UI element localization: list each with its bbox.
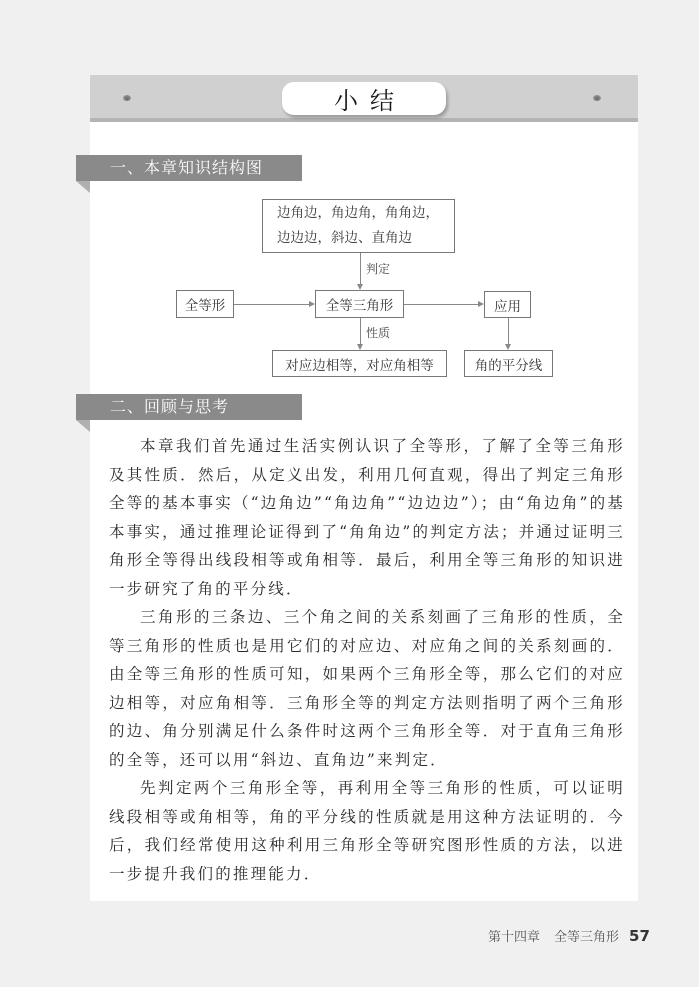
connector-line (508, 318, 509, 344)
paragraph: 三角形的三条边、三个角之间的关系刻画了三角形的性质，全等三角形的性质也是用它们的对应边、对应角之间的关系刻画的．由全等三角形的性质可知，如果两个三角形全等，那么它们的对应边相等，对应角相等．三角形全等的判定方法则指明了两个三角形的边、角分别满足什么条件时这两个三角形全等．对于直角三角形的全等，还可以用“斜边、直角边”来判定． (109, 608, 625, 769)
label-judge: 判定 (366, 262, 391, 276)
congruent-triangle-box: 全等三角形 (315, 290, 404, 318)
page-footer (488, 926, 650, 945)
criteria-line-1: 边角边，角边角，角角边， (277, 205, 439, 221)
section-heading-structure: 一、本章知识结构图 (76, 155, 302, 181)
connector-line (360, 253, 361, 284)
knowledge-structure-diagram (0, 0, 699, 400)
page-number: 57 (629, 927, 650, 945)
page-title: 小结 (282, 82, 446, 115)
criteria-line-2: 边边边，斜边、直角边 (277, 230, 412, 246)
connector-line (360, 318, 361, 344)
paragraph: 先判定两个三角形全等，再利用全等三角形的性质，可以证明线段相等或角相等，角的平分线的性质就是用这种方法证明的．今后，我们经常使用这种利用三角形全等研究图形性质的方法，以进一步提升我们的推理能力． (109, 779, 625, 883)
label-property: 性质 (366, 326, 391, 340)
angle-bisector-box: 角的平分线 (464, 350, 553, 377)
connector-line (234, 304, 309, 305)
paragraph: 本章我们首先通过生活实例认识了全等形，了解了全等三角形及其性质．然后，从定义出发，利用几何直观，得出了判定三角形全等的基本事实（“边角边”“角边角”“边边边”）；由“角边角”的基本事实，通过推理论证得到了“角角边”的判定方法；并通过证明三角形全等得出线段相等或角相等．最后，利用全等三角形的知识进一步研究了角的平分线． (109, 437, 625, 598)
connector-line (404, 304, 478, 305)
criteria-box (262, 199, 455, 253)
chapter-title: 全等三角形 (554, 930, 620, 945)
chapter-number: 第十四章 (488, 930, 541, 945)
properties-box: 对应边相等，对应角相等 (272, 350, 447, 377)
section-heading-review: 二、回顾与思考 (76, 394, 302, 420)
review-text (109, 432, 625, 888)
application-box: 应用 (484, 291, 531, 318)
congruent-figure-box: 全等形 (176, 290, 234, 318)
